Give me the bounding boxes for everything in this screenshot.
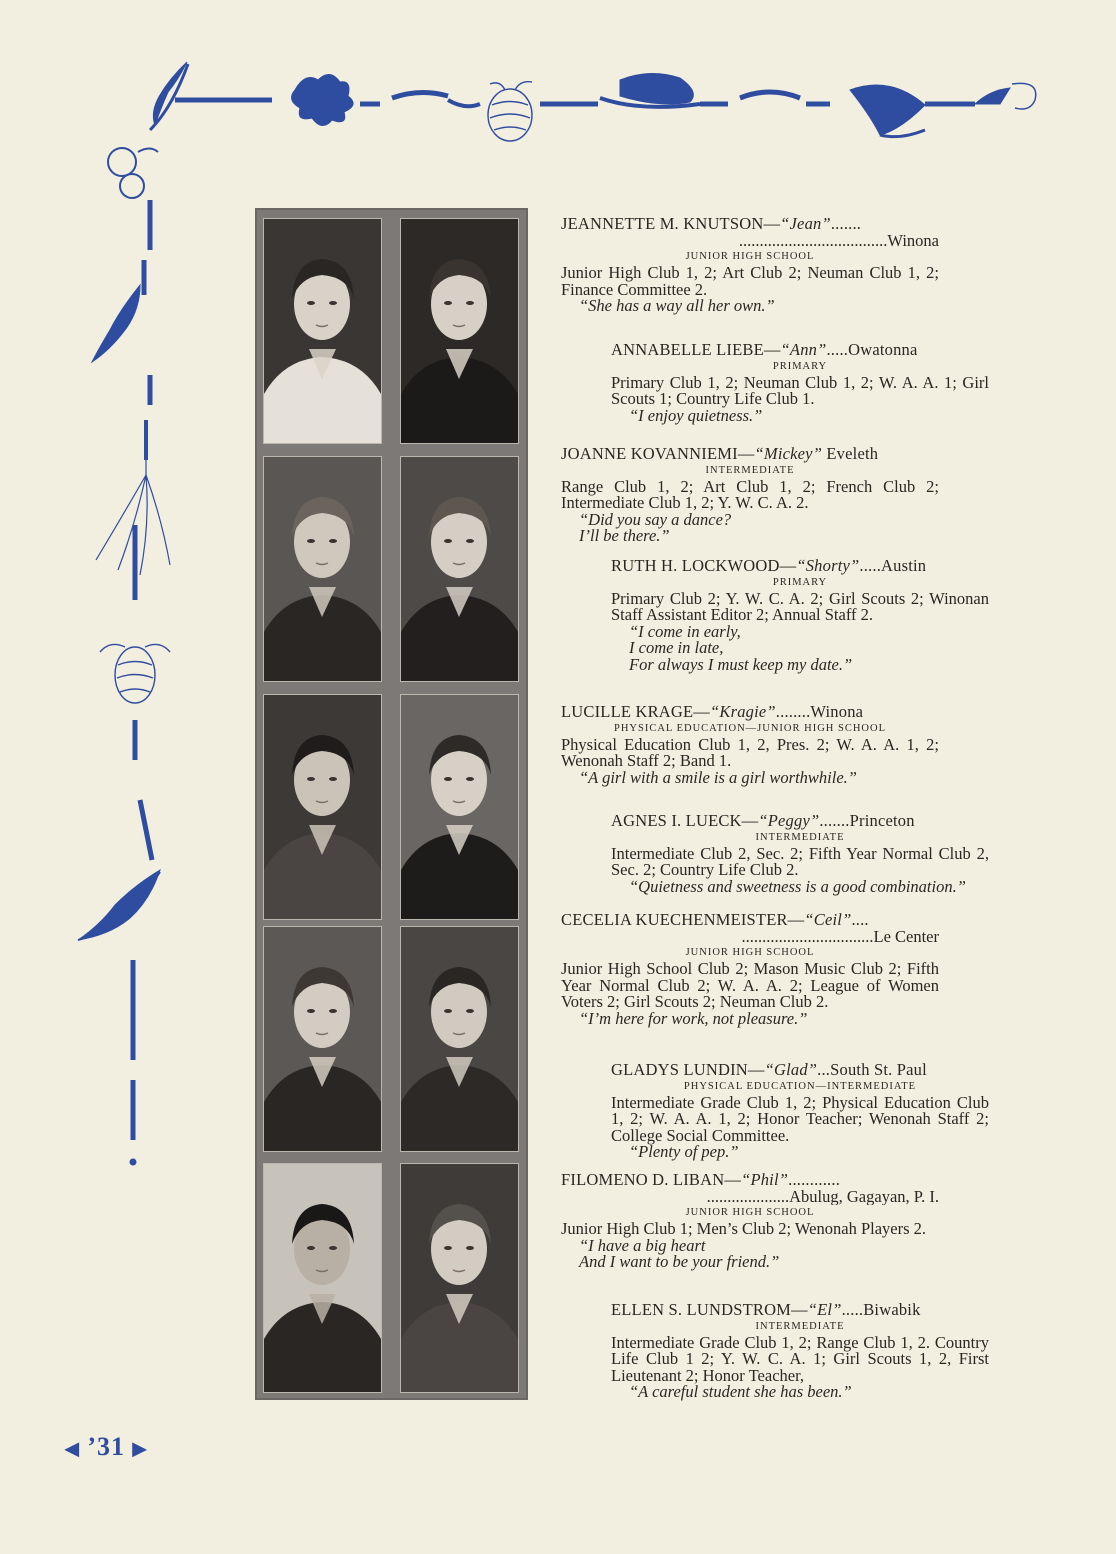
portrait-liebe — [400, 218, 519, 444]
student-nickname: “Ceil” — [804, 910, 852, 929]
student-nickname: “Kragie” — [710, 702, 776, 721]
student-name-line — [561, 1172, 939, 1189]
student-nickname: “Shorty” — [796, 556, 860, 575]
student-hometown: Biwabik — [863, 1300, 921, 1319]
student-activities: Primary Club 1, 2; Neuman Club 1, 2; W. A. A. 1; Girl Scouts 1; Country Life Club 1. — [611, 372, 989, 408]
quote-line: I’ll be there.” — [579, 526, 670, 545]
student-hometown: Austin — [881, 556, 927, 575]
student-name-line — [611, 1302, 989, 1319]
dot-leader: ..... — [841, 1300, 864, 1319]
student-department: PRIMARY — [772, 360, 828, 372]
student-activities: Intermediate Grade Club 1, 2; Physical Education Club 1, 2; W. A. A. 1, 2; Honor Teacher; Wenonah Staff 2; College Social Committee. — [611, 1092, 989, 1145]
holly-leaf-bottom — [78, 870, 160, 940]
student-name-line — [611, 813, 989, 830]
student-nickname: “Peggy” — [758, 811, 820, 830]
student-department: JUNIOR HIGH SCHOOL — [685, 1207, 815, 1218]
quote-line: “I have a big heart — [579, 1235, 706, 1255]
quote-line: And I want to be your friend.” — [579, 1252, 780, 1271]
student-department: PHYSICAL EDUCATION—INTERMEDIATE — [683, 1080, 917, 1092]
student-entry — [561, 1172, 939, 1271]
student-entry — [611, 558, 989, 673]
student-hometown: South St. Paul — [830, 1060, 927, 1079]
pinecone-left — [100, 644, 170, 703]
student-activities: Primary Club 2; Y. W. C. A. 2; Girl Scouts 2; Winonan Staff Assistant Editor 2; Annual Staff 2. — [611, 588, 989, 624]
student-quote — [561, 1235, 939, 1271]
student-quote — [561, 509, 939, 545]
quote-line: “Plenty of pep.” — [629, 1142, 739, 1161]
quote-line: “I come in early, — [629, 621, 741, 641]
portrait-lockwood — [400, 456, 519, 682]
quote-line: “Quietness and sweetness is a good combination.” — [629, 876, 966, 896]
portrait-liban — [263, 1163, 382, 1393]
student-activities: Junior High Club 1, 2; Art Club 2; Neuman Club 1, 2; Finance Committee 2. — [561, 263, 939, 299]
student-nickname: “Phil” — [741, 1170, 789, 1189]
dot-leader: .... — [851, 910, 869, 929]
quote-line: I come in late, — [629, 638, 724, 657]
portrait-knutson — [263, 218, 382, 444]
student-name: GLADYS LUNDIN— — [611, 1060, 765, 1079]
dot-leader: ... — [817, 1060, 831, 1079]
student-name: ELLEN S. LUNDSTROM— — [611, 1300, 808, 1319]
student-activities: Junior High Club 1; Men’s Club 2; Wenonah Players 2. — [561, 1219, 927, 1238]
student-department: PRIMARY — [772, 576, 828, 588]
portrait-kuechenmeister — [263, 926, 382, 1152]
student-quote — [561, 1008, 939, 1028]
student-name-line — [611, 1062, 989, 1079]
student-entry — [611, 813, 989, 895]
page-footer — [65, 1432, 147, 1462]
dot-leader: ..... — [826, 340, 849, 359]
student-name: RUTH H. LOCKWOOD— — [611, 556, 797, 575]
student-nickname: “El” — [807, 1300, 842, 1319]
portrait-krage — [263, 694, 382, 920]
footer-year: ’31 — [87, 1432, 126, 1461]
student-department: INTERMEDIATE — [755, 831, 845, 843]
student-entry — [561, 912, 939, 1027]
holly-leaf-top-right — [850, 85, 925, 135]
student-name-line — [611, 342, 989, 359]
student-quote — [561, 298, 939, 315]
student-hometown: Eveleth — [826, 444, 879, 463]
student-hometown: Winona — [810, 702, 864, 721]
student-quote — [611, 1384, 989, 1401]
hometown-dot-line: ....................................Winona — [738, 232, 939, 249]
student-department: INTERMEDIATE — [755, 1320, 845, 1332]
quote-line: “Did you say a dance? — [579, 509, 732, 529]
student-activities: Physical Education Club 1, 2, Pres. 2; W. A. A. 1, 2; Wenonah Staff 2; Band 1. — [561, 734, 939, 770]
student-name: LUCILLE KRAGE— — [561, 702, 710, 721]
student-department: PHYSICAL EDUCATION—JUNIOR HIGH SCHOOL — [614, 722, 886, 734]
student-hometown: Owatonna — [848, 340, 918, 359]
portrait-kovanniemi — [263, 456, 382, 682]
student-name: FILOMENO D. LIBAN— — [561, 1170, 742, 1189]
student-entry — [561, 216, 939, 315]
oak-leaf-top — [291, 74, 353, 125]
student-activities: Intermediate Grade Club 1, 2; Range Club 1, 2. Country Life Club 1 2; Y. W. C. A. 1; Girl Scouts 1, 2, First Lieutenant 2; Honor Teacher, — [611, 1332, 989, 1385]
student-quote — [611, 405, 989, 425]
student-name-line — [561, 216, 939, 233]
student-entry — [561, 446, 939, 545]
portrait-lueck — [400, 694, 519, 920]
student-activities: Junior High School Club 2; Mason Music Club 2; Fifth Year Normal Club 2; W. A. A. 2; League of Women Voters 2; Girl Scouts 2; Neuman Club 2. — [561, 959, 939, 1011]
student-nickname: “Ann” — [780, 340, 827, 359]
student-name-line — [611, 558, 989, 575]
quote-line: For always I must keep my date.” — [629, 654, 853, 674]
student-entry — [611, 1302, 989, 1401]
quote-line: “I’m here for work, not pleasure.” — [579, 1008, 808, 1028]
dot-leader: ..... — [859, 556, 882, 575]
portrait-lundstrom — [400, 1163, 519, 1393]
dot-leader: ............ — [788, 1170, 841, 1189]
student-name: ANNABELLE LIEBE— — [611, 340, 781, 359]
student-quote — [611, 876, 989, 896]
student-department: JUNIOR HIGH SCHOOL — [685, 251, 815, 262]
student-activities: Range Club 1, 2; Art Club 1, 2; French Club 2; Intermediate Club 1, 2; Y. W. C. A. 2. — [561, 476, 939, 512]
student-department: JUNIOR HIGH SCHOOL — [685, 947, 815, 958]
hometown-dot-line: ................................Le Center — [741, 928, 939, 945]
student-name: JEANNETTE M. KNUTSON— — [561, 214, 781, 233]
student-nickname: “Jean” — [780, 214, 831, 233]
quote-line: “A careful student she has been.” — [629, 1382, 852, 1401]
student-nickname: “Glad” — [764, 1060, 818, 1079]
student-name: AGNES I. LUECK— — [611, 811, 759, 830]
footer-ornament-left: ◀ — [65, 1438, 80, 1459]
student-hometown: Princeton — [849, 811, 915, 830]
student-name-line — [561, 446, 939, 463]
student-entry — [561, 704, 939, 786]
student-nickname: “Mickey” — [754, 444, 823, 463]
student-quote — [611, 621, 989, 674]
student-quote — [561, 767, 939, 787]
student-entry — [611, 342, 989, 424]
student-department: INTERMEDIATE — [705, 464, 795, 476]
holly-leaf-corner — [153, 62, 187, 125]
student-name-line — [561, 704, 939, 721]
acorns-left — [108, 148, 158, 198]
dot-leader: ........ — [775, 702, 811, 721]
student-name: CECELIA KUECHENMEISTER— — [561, 910, 805, 929]
student-name-line — [561, 912, 939, 929]
portrait-lundin — [400, 926, 519, 1152]
hometown-dot-line: ....................Abulug, Gagayan, P. I. — [706, 1188, 939, 1205]
quote-line: “She has a way all her own.” — [579, 296, 775, 315]
quote-line: “I enjoy quietness.” — [629, 405, 763, 425]
student-activities: Intermediate Club 2, Sec. 2; Fifth Year Normal Club 2, Sec. 2; Country Life Club 2. — [611, 843, 989, 879]
pinecone-top — [488, 82, 532, 141]
dot-leader: ....... — [830, 214, 862, 233]
photo-panel — [255, 208, 528, 1400]
student-quote — [611, 1144, 989, 1161]
student-entry — [611, 1062, 989, 1161]
quote-line: “A girl with a smile is a girl worthwhile.” — [579, 767, 857, 787]
student-name: JOANNE KOVANNIEMI— — [561, 444, 755, 463]
dot-leader: ....... — [819, 811, 850, 830]
holly-leaf-left — [92, 285, 140, 362]
footer-ornament-right: ▶ — [132, 1438, 148, 1459]
